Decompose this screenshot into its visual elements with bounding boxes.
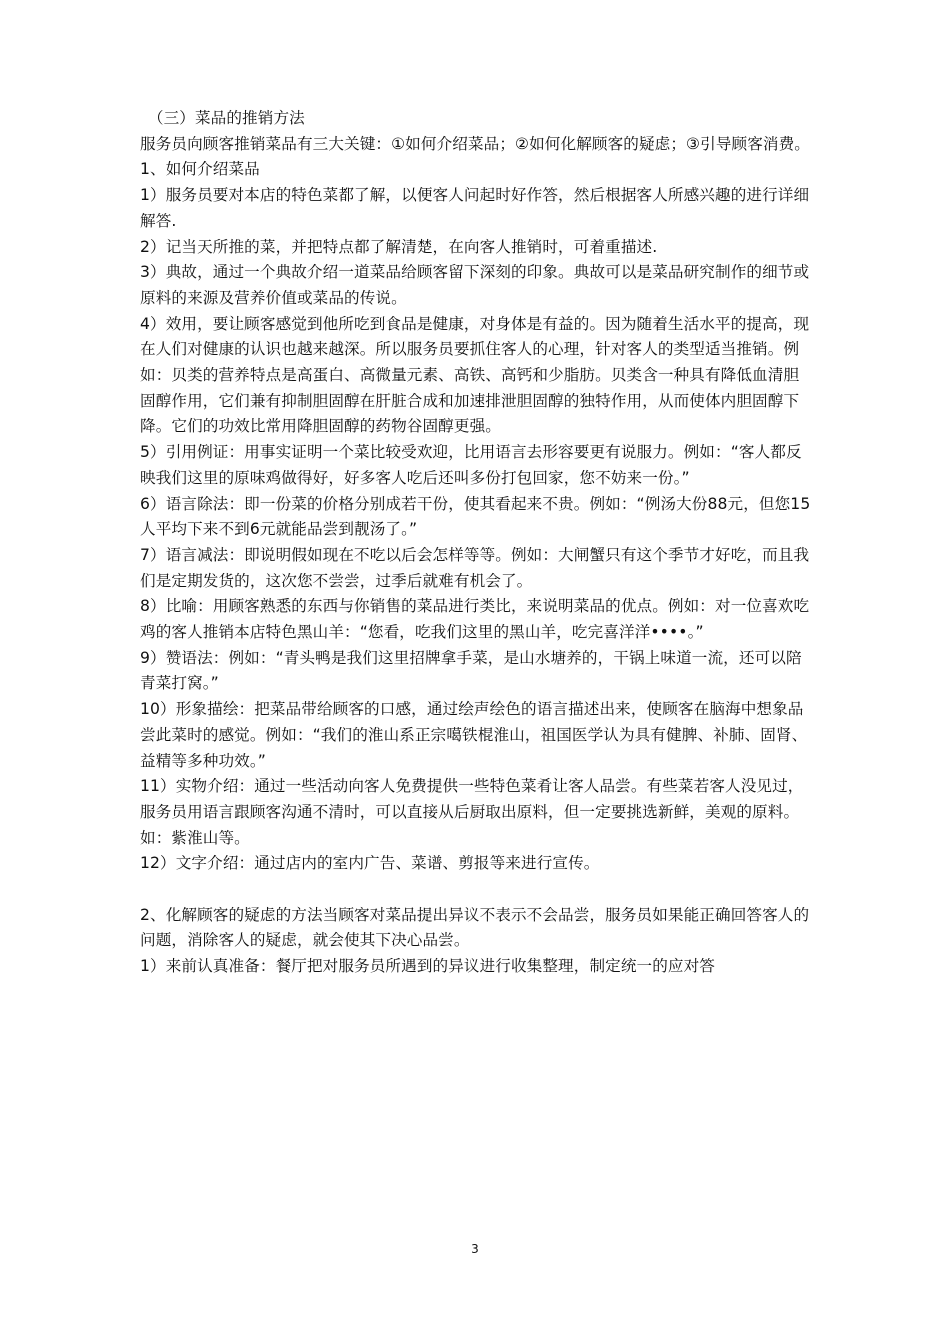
intro-paragraph: 服务员向顾客推销菜品有三大关键：①如何介绍菜品；②如何化解顾客的疑虑；③引导顾客消费。 xyxy=(140,134,810,153)
list-item: 11）实物介绍：通过一些活动向客人免费提供一些特色菜肴让客人品尝。有些菜若客人没见过，服务员用语言跟顾客沟通不清时，可以直接从后厨取出原料，但一定要挑选新鲜，美观的原料。如：紫淮山等。 xyxy=(140,777,804,847)
subsection-heading: 1、如何介绍菜品 xyxy=(140,160,260,179)
list-item: 2）记当天所推的菜，并把特点都了解清楚，在向客人推销时，可着重描述. xyxy=(140,237,658,256)
list-item: 3）典故，通过一个典故介绍一道菜品给顾客留下深刻的印象。典故可以是菜品研究制作的细节或原料的来源及营养价值或菜品的传说。 xyxy=(140,263,810,307)
list-item: 5）引用例证：用事实证明一个菜比较受欢迎，比用语言去形容要更有说服力。例如：“客人都反映我们这里的原味鸡做得好，好多客人吃后还叫多份打包回家，您不妨来一份。” xyxy=(140,443,802,487)
list-item: 12）文字介绍：通过店内的室内广告、菜谱、剪报等来进行宣传。 xyxy=(140,854,600,873)
list-item: 9）赞语法：例如：“青头鸭是我们这里招牌拿手菜，是山水塘养的，干锅上味道一流，还可以陪青菜打窝。” xyxy=(140,648,802,693)
section-heading: （三）菜品的推销方法 xyxy=(140,109,305,127)
list-item: 1）来前认真准备：餐厅把对服务员所遇到的异议进行收集整理，制定统一的应对答 xyxy=(140,957,715,976)
list-item: 1）服务员要对本店的特色菜都了解，以便客人问起时好作答，然后根据客人所感兴趣的进行详细解答. xyxy=(140,186,810,230)
page-number: 3 xyxy=(471,1242,479,1256)
blank-line xyxy=(140,877,812,903)
list-item: 6）语言除法：即一份菜的价格分别成若干份，使其看起来不贵。例如：“例汤大份88元，但您15人平均下来不到6元就能品尝到靓汤了。” xyxy=(140,494,811,539)
document-body xyxy=(140,106,812,980)
list-item: 10）形象描绘：把菜品带给顾客的口感，通过绘声绘色的语言描述出来，使顾客在脑海中想象品尝此菜时的感觉。例如：“我们的淮山系正宗噶铁棍淮山，祖国医学认为具有健脾、补肺、固肾、益精等多种功效。” xyxy=(140,700,808,770)
list-item: 7）语言减法：即说明假如现在不吃以后会怎样等等。例如：大闸蟹只有这个季节才好吃，而且我们是定期发货的，这次您不尝尝，过季后就难有机会了。 xyxy=(140,545,810,590)
list-item: 8）比喻：用顾客熟悉的东西与你销售的菜品进行类比，来说明菜品的优点。例如：对一位喜欢吃鸡的客人推销本店特色黑山羊：“您看，吃我们这里的黑山羊，吃完喜洋洋••••。” xyxy=(140,597,810,642)
list-item: 4）效用，要让顾客感觉到他所吃到食品是健康，对身体是有益的。因为随着生活水平的提高，现在人们对健康的认识也越来越深。所以服务员要抓住客人的心理，针对客人的类型适当推销。例如：贝类的营养特点是高蛋白、高微量元素、高铁、高钙和少脂肪。贝类含一种具有降低血清胆固醇作用，它们兼有抑制胆固醇在肝脏合成和加速排泄胆固醇的独特作用，从而使体内胆固醇下降。它们的功效比常用降胆固醇的药物谷固醇更强。 xyxy=(140,314,810,436)
subsection-paragraph: 2、化解顾客的疑虑的方法当顾客对菜品提出异议不表示不会品尝，服务员如果能正确回答客人的问题，消除客人的疑虑，就会使其下决心品尝。 xyxy=(140,905,810,950)
